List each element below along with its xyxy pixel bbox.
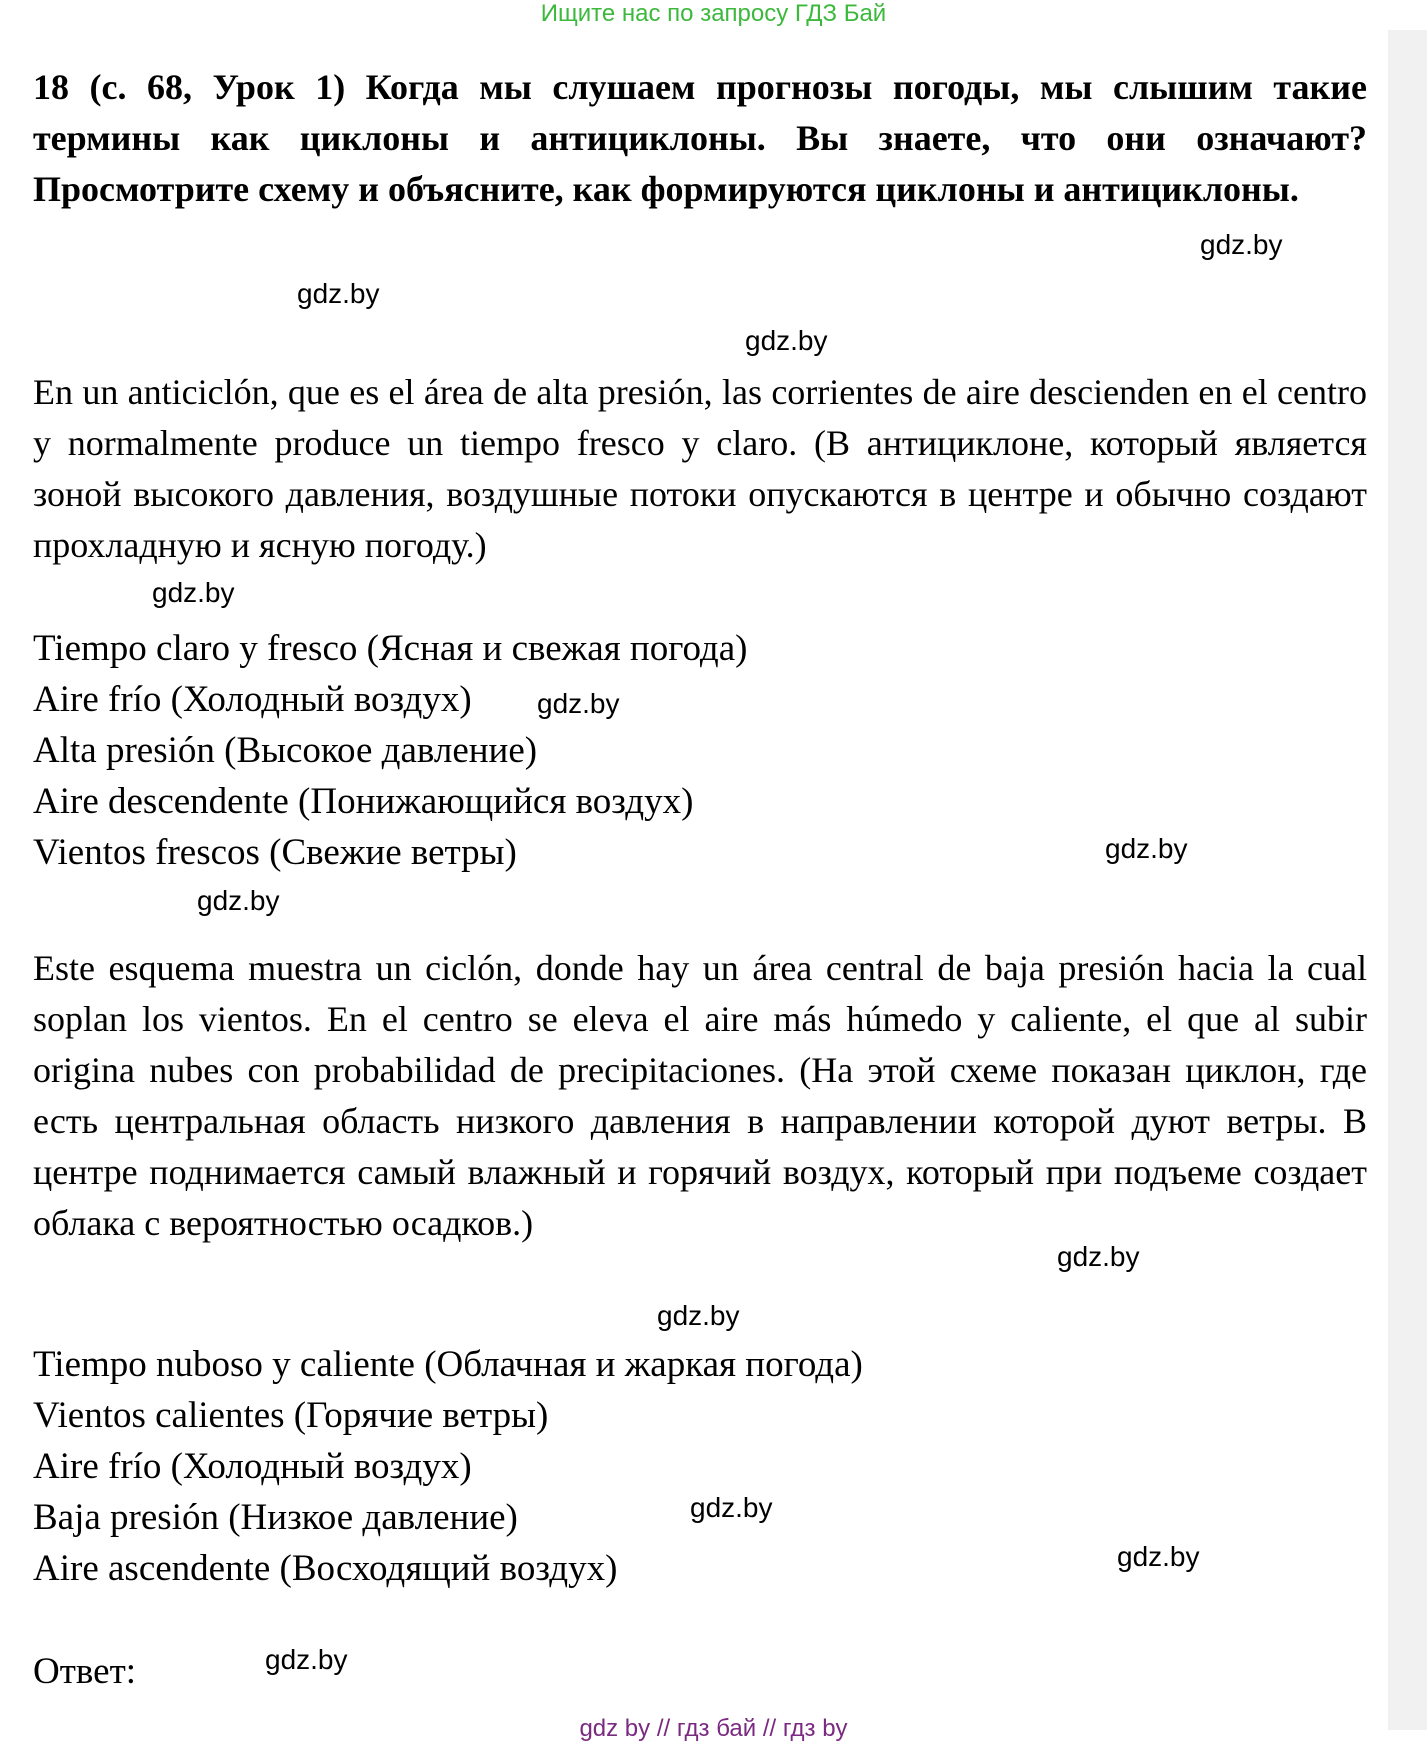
paragraph-cyclone: Este esquema muestra un ciclón, donde hay un área central de baja presión hacia la cual soplan los vientos. En el centro se eleva el aire más húmedo y caliente, el que al subir origina nubes con probabilidad de precipitaciones. (На этой схеме показан циклон, где есть центральная область низкого давления в направлении которой дуют ветры. В центре поднимается самый влажный и горячий воздух, который при подъеме создает облака с вероятностью осадков.) (33, 948, 1367, 1243)
list-item: Aire ascendente (Восходящий воздух) (33, 1548, 618, 1589)
exercise-heading: 18 (с. 68, Урок 1) Когда мы слушаем прогнозы погоды, мы слышим такие термины как циклоны и антициклоны. Вы знаете, что они означают? Просмотрите схему и объясните, как формируются циклоны и антициклоны. (33, 67, 1367, 209)
list-item: Aire frío (Холодный воздух) (33, 1446, 472, 1487)
list-item: Tiempo nuboso y caliente (Облачная и жаркая погода) (33, 1344, 863, 1385)
list-item: Vientos frescos (Свежие ветры) (33, 832, 517, 873)
list-item: Vientos calientes (Горячие ветры) (33, 1395, 549, 1436)
footer-link-gdz-by-cyr[interactable]: гдз by (782, 1715, 848, 1742)
watermark: gdz.by (152, 577, 235, 608)
answer-label: Ответ: (33, 1651, 137, 1692)
top-banner: Ищите нас по запросу ГДЗ Бай (540, 0, 887, 27)
list-item: Aire frío (Холодный воздух) (33, 679, 472, 720)
watermark: gdz.by (1117, 1541, 1200, 1572)
watermark: gdz.by (537, 688, 620, 719)
paragraph-anticyclone: En un anticiclón, que es el área de alta presión, las corrientes de aire descienden en el centro y normalmente produce un tiempo fresco y claro. (В антициклоне, который является зоной высокого давления, воздушные потоки опускаются в центре и обычно создают прохладную и ясную погоду.) (33, 372, 1367, 565)
watermark: gdz.by (265, 1644, 348, 1675)
footer-separator: // (656, 1715, 671, 1742)
footer-link-gdz-by[interactable]: gdz by (579, 1715, 651, 1742)
watermark: gdz.by (1057, 1241, 1140, 1272)
list-item: Aire descendente (Понижающийся воздух) (33, 781, 694, 822)
watermark: gdz.by (657, 1300, 740, 1331)
footer-link-gdz-bai[interactable]: гдз бай (676, 1715, 757, 1742)
list-item: Baja presión (Низкое давление) (33, 1497, 518, 1538)
watermark: gdz.by (197, 885, 280, 916)
watermark: gdz.by (1200, 229, 1283, 260)
scroll-strip (1388, 30, 1427, 1730)
list-item: Tiempo claro y fresco (Ясная и свежая погода) (33, 628, 748, 669)
watermark: gdz.by (297, 278, 380, 309)
list-item: Alta presión (Высокое давление) (33, 730, 538, 771)
watermark: gdz.by (690, 1492, 773, 1523)
watermark: gdz.by (1105, 833, 1188, 864)
watermark: gdz.by (745, 325, 828, 356)
footer-separator: // (762, 1715, 777, 1742)
footer-links (0, 1714, 1427, 1744)
